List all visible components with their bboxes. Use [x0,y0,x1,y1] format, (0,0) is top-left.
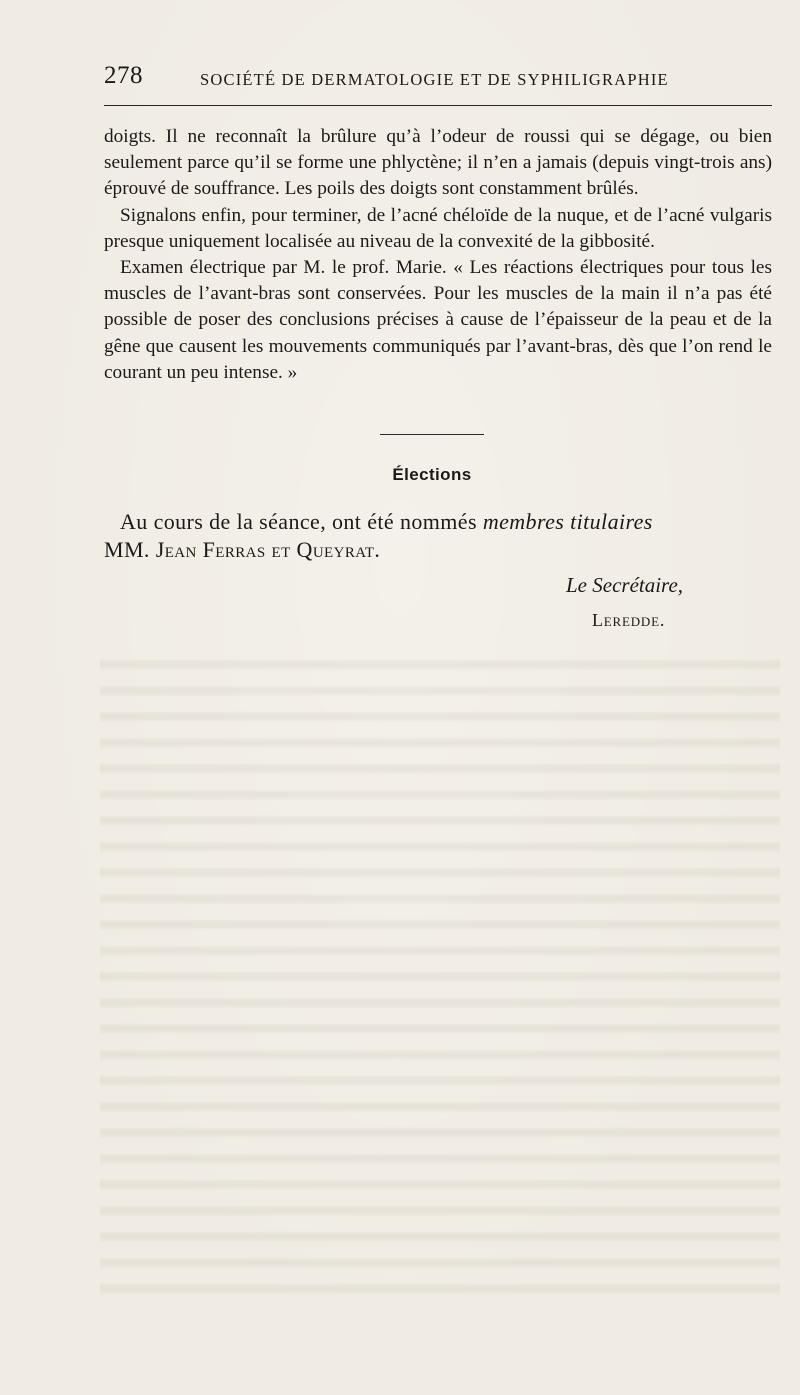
elections-line-2 [104,536,772,564]
elections-italic: membres titulaires [482,509,653,534]
paragraph-3: Examen électrique par M. le prof. Marie. « Les réactions électriques pour tous les muscles de l’avant-bras sont conservées. Pour les muscles de la main il n’a pas été possible de poser des conclusions précises à cause de l’épaisseur de la peau et de la gêne que causent les mouvements communiqués par l’avant-bras, dès que l’on rend le courant un peu intense. » [104,257,772,383]
page-header [104,62,774,102]
body-text [104,124,772,386]
header-rule [104,105,772,106]
elected-names: Jean Ferras et Queyrat [155,537,375,562]
elections-mm: MM. [104,537,156,562]
elections-text-before: Au cours de la séance, ont été nommés [120,509,483,534]
signature-role: Le Secrétaire, [566,573,684,597]
signature-name: Leredde. [592,610,666,630]
running-title: SOCIÉTÉ DE DERMATOLOGIE ET DE SYPHILIGRAPHIE [200,70,669,89]
section-title: Élections [392,465,472,484]
elections-line-1 [104,508,772,536]
elections-paragraph [104,508,772,564]
section-divider [380,434,484,435]
paragraph-2: Signalons enfin, pour terminer, de l’acné chéloïde de la nuque, et de l’acné vulgaris presque uniquement localisée au niveau de la convexité de la gibbosité. [104,204,772,252]
page-number: 278 [104,62,143,89]
paragraph-1: doigts. Il ne reconnaît la brûlure qu’à l’odeur de roussi qui se dégage, ou bien seulement parce qu’il se forme une phlyctène; il n’en a jamais (depuis vingt-trois ans) éprouvé de souffrance. Les poils des doigts sont constamment brûlés. [104,126,772,200]
bleed-through-texture [100,645,780,1295]
elections-period: . [374,537,381,562]
